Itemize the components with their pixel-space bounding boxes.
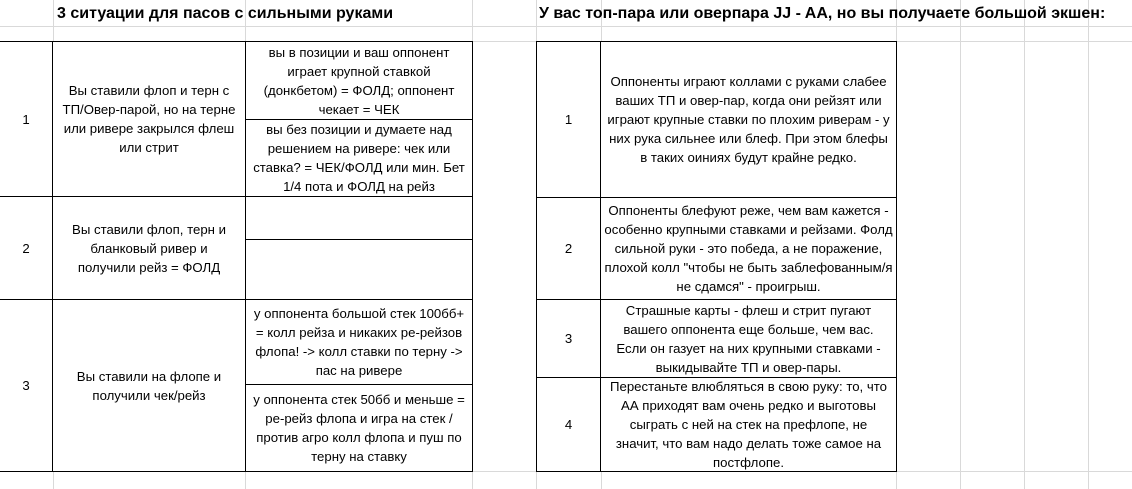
row-number: 1	[22, 111, 30, 127]
note-cell	[246, 385, 472, 471]
advice-cell	[601, 198, 896, 300]
situation-cell	[53, 300, 246, 471]
note-text: у оппонента стек 50бб и меньше = ре-рейз флопа и игра на стек / против агро колл флопа и пуш по терну на ставку	[253, 392, 465, 464]
row-number: 2	[22, 240, 30, 256]
note-text: вы без позиции и думаете над решением на ривере: чек или ставка? = ЧЕК/ФОЛД или мин. Бет 1/4 пота и ФОЛД на рейз	[253, 122, 465, 194]
note-cell	[246, 300, 472, 385]
row-number: 2	[564, 241, 573, 256]
row-number: 3	[22, 378, 30, 393]
table-row-num	[537, 198, 601, 300]
note-cell	[246, 42, 472, 120]
table-row-num	[537, 300, 601, 378]
table-row-num	[537, 378, 601, 471]
table-row-num	[537, 42, 601, 198]
left-title: 3 ситуации для пасов с сильными руками	[57, 5, 394, 22]
advice-text: Страшные карты - флеш и стрит пугают вашего оппонента еще больше, чем вас. Если он газует на них крупными ставками - выкидывайте ТП и овер-пары.	[616, 302, 881, 375]
note-cell	[246, 120, 472, 197]
advice-cell	[601, 300, 896, 378]
row-number: 4	[564, 417, 573, 432]
row-number: 1	[564, 112, 573, 127]
row-number: 3	[564, 331, 573, 346]
situation-cell	[53, 197, 246, 300]
table-row-num	[0, 197, 53, 300]
note-text: у оппонента большой стек 100бб+ = колл рейза и никаких ре-рейзов флопа! -> колл ставки по терну -> пас на ривере	[253, 306, 465, 378]
table-row-num	[0, 300, 53, 471]
note-text: вы в позиции и ваш оппонент играет крупной ставкой (донкбетом) = ФОЛД; оппонент чекает = ЧЕК	[263, 44, 455, 117]
advice-cell	[601, 378, 896, 471]
situation-text: Вы ставили флоп и терн с ТП/Овер-парой, но на терне или ривере закрылся флеш или стрит	[62, 83, 236, 155]
advice-text: Перестаньте влюбляться в свою руку: то, что АА приходят вам очень редко и выготовы сыграть с ней на стек на префлопе, не значит, что вам надо делать тоже самое на постфлопе.	[610, 379, 887, 470]
table-row-num	[0, 42, 53, 197]
note-cell	[246, 240, 472, 300]
note-cell	[246, 197, 472, 240]
right-title: У вас топ-пара или оверпара JJ - AA, но вы получаете большой экшен:	[539, 5, 1106, 22]
advice-text: Оппоненты играют коллами с руками слабее ваших ТП и овер-пар, когда они рейзят или играют крупные ставки по плохим риверам - у них рука сильнее или блеф. При этом блефы в таких оиниях будут крайне редко.	[607, 74, 890, 165]
advice-text: Оппоненты блефуют реже, чем вам кажется - особенно крупными ставками и рейзами. Фолд сильной руки - это победа, а не поражение, плохой колл "чтобы не быть заблефованным/я не сдамся" - проигрыш.	[604, 203, 893, 294]
situation-text: Вы ставили на флопе и получили чек/рейз	[76, 368, 222, 403]
situation-text: Вы ставили флоп, терн и бланковый ривер и получили рейз = ФОЛД	[72, 221, 226, 275]
advice-cell	[601, 42, 896, 198]
situation-cell	[53, 42, 246, 197]
